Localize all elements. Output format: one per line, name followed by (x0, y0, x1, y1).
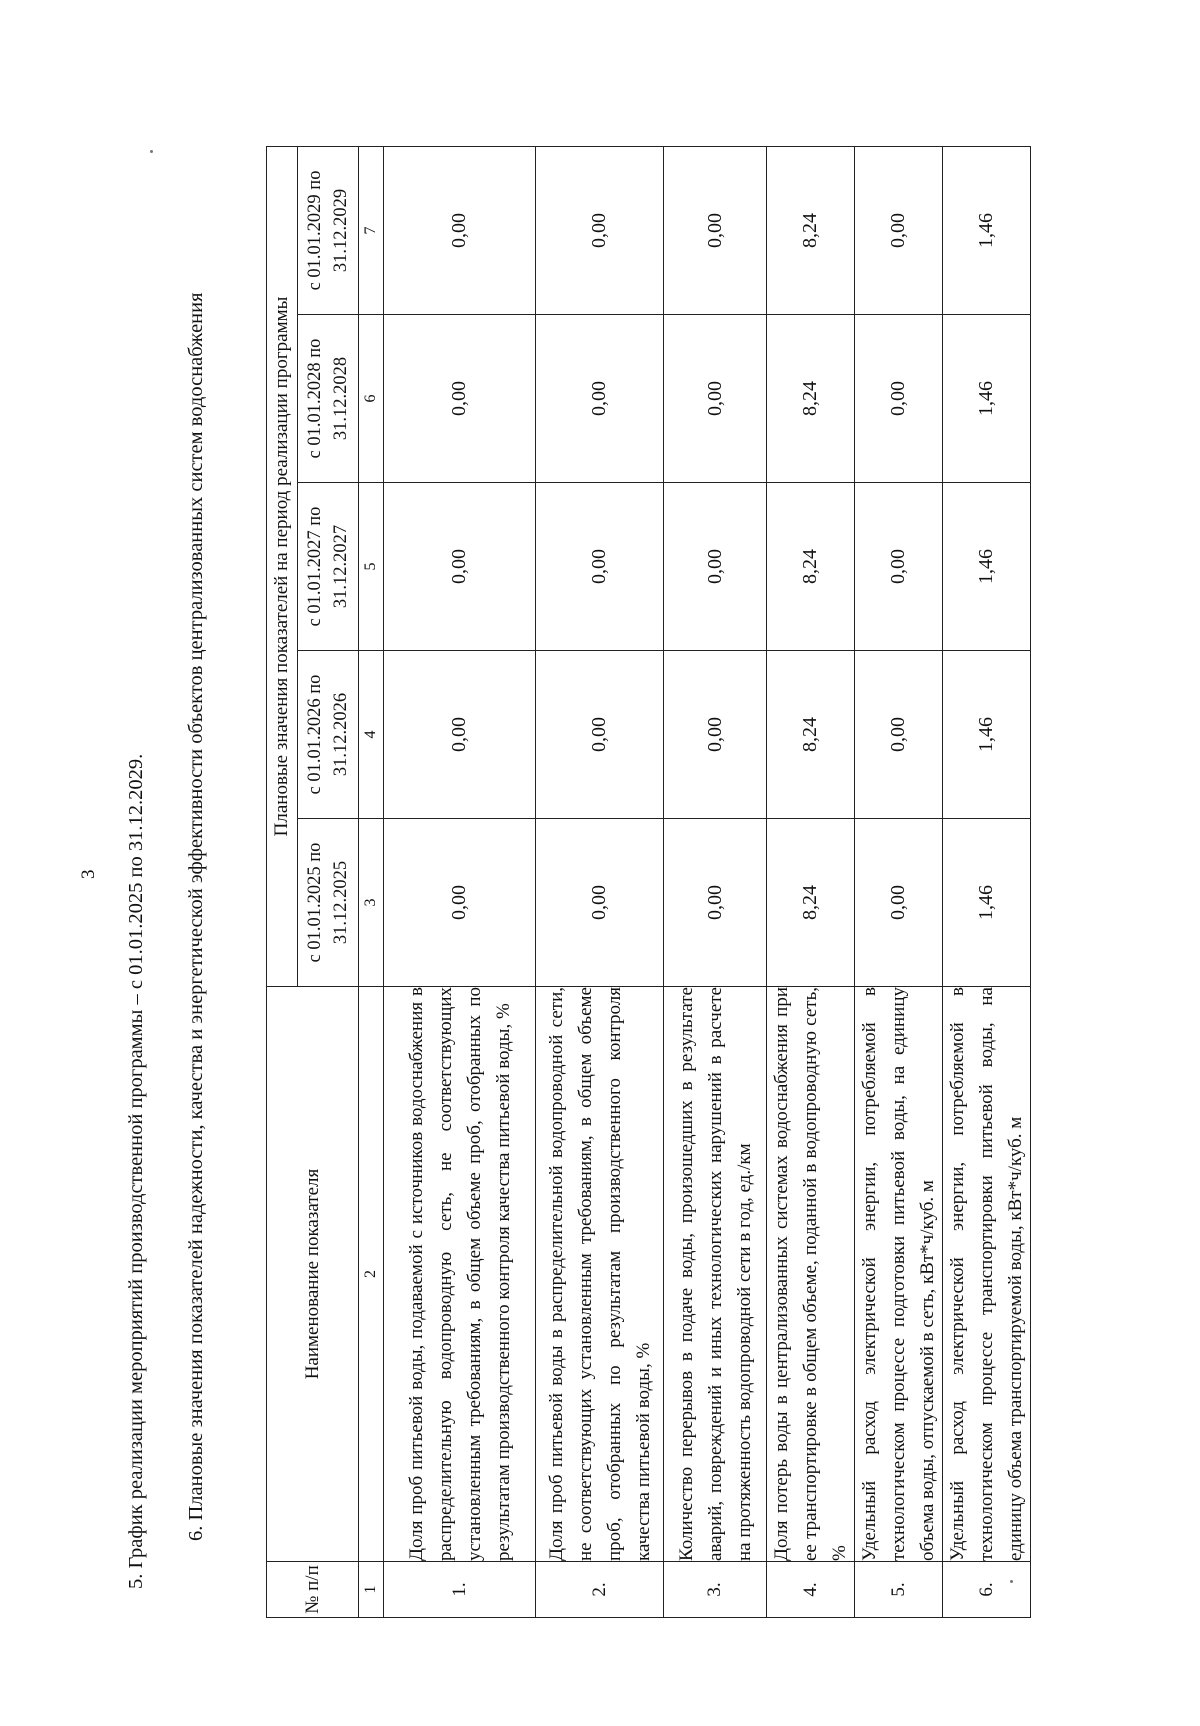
indicator-value: 0,00 (536, 819, 664, 987)
table-row (943, 146, 1031, 1617)
column-number: 5 (359, 483, 384, 651)
indicator-value: 1,46 (943, 483, 1031, 651)
indicator-value: 0,00 (664, 315, 767, 483)
indicator-name: Доля проб питьевой воды, подаваемой с источников водоснабжения в распределительную водопроводную сеть, не соответствующих установленным требованиям, в общем объеме проб, отобранных по результатам производственного контроля качества питьевой воды, % (384, 987, 536, 1562)
indicator-value: 8,24 (767, 146, 855, 314)
indicator-value: 8,24 (767, 315, 855, 483)
row-number: 1. (384, 1562, 536, 1618)
indicator-value: 1,46 (943, 819, 1031, 987)
indicator-name: Количество перерывов в подаче воды, произошедших в результате аварий, повреждений и иных технологических нарушений в расчете на протяженность водопроводной сети в год, ед./км (664, 987, 767, 1562)
indicator-value: 0,00 (536, 146, 664, 314)
indicator-value: 0,00 (536, 315, 664, 483)
scan-speck (1010, 1580, 1013, 1583)
indicator-name: Доля потерь воды в централизованных системах водоснабжения при ее транспортировке в общем объеме, поданной в водопроводную сеть, % (767, 987, 855, 1562)
row-number: 2. (536, 1562, 664, 1618)
table-row (855, 146, 943, 1617)
column-number: 2 (359, 987, 384, 1562)
table-row (767, 146, 855, 1617)
section-5-heading: 5. График реализации мероприятий производственной программы – с 01.01.2025 по 31.12.2029. (125, 753, 147, 1589)
scan-speck (150, 150, 153, 153)
indicator-value: 1,46 (943, 651, 1031, 819)
column-number: 3 (359, 819, 384, 987)
header-period: с 01.01.2028 по 31.12.2028 (298, 315, 359, 483)
indicator-value: 0,00 (855, 819, 943, 987)
indicator-value: 8,24 (767, 651, 855, 819)
header-period: с 01.01.2027 по 31.12.2027 (298, 483, 359, 651)
row-number: 3. (664, 1562, 767, 1618)
header-period: с 01.01.2025 по 31.12.2025 (298, 819, 359, 987)
indicator-value: 1,46 (943, 315, 1031, 483)
table-row (664, 146, 767, 1617)
indicator-value: 0,00 (384, 819, 536, 987)
indicator-value: 0,00 (664, 819, 767, 987)
indicator-value: 0,00 (384, 315, 536, 483)
indicator-value: 0,00 (855, 146, 943, 314)
indicator-value: 0,00 (664, 483, 767, 651)
header-period: с 01.01.2029 по 31.12.2029 (298, 146, 359, 314)
header-num: № п/п (267, 1562, 359, 1618)
header-name: Наименование показателя (267, 987, 359, 1562)
indicator-value: 0,00 (664, 146, 767, 314)
indicator-value: 8,24 (767, 483, 855, 651)
table-row (384, 146, 536, 1617)
column-number: 6 (359, 315, 384, 483)
indicator-value: 0,00 (855, 315, 943, 483)
indicator-name: Удельный расход электрической энергии, потребляемой в технологическом процессе подготовки питьевой воды, на единицу объема воды, отпускаемой в сеть, кВт*ч/куб. м (855, 987, 943, 1562)
column-number: 4 (359, 651, 384, 819)
header-period: с 01.01.2026 по 31.12.2026 (298, 651, 359, 819)
indicator-value: 0,00 (384, 483, 536, 651)
column-number: 1 (359, 1562, 384, 1618)
row-number: 4. (767, 1562, 855, 1618)
indicator-value: 0,00 (855, 483, 943, 651)
indicator-name: Доля проб питьевой воды в распределительной водопроводной сети, не соответствующих установленным требованиям, в общем объеме проб, отобранных по результатам производственного контроля качества питьевой воды, % (536, 987, 664, 1562)
indicator-name: Удельный расход электрической энергии, потребляемой в технологическом процессе транспортировки питьевой воды, на единицу объема транспортируемой воды, кВт*ч/куб. м (943, 987, 1031, 1562)
row-number: 5. (855, 1562, 943, 1618)
column-number: 7 (359, 146, 384, 314)
indicator-value: 1,46 (943, 146, 1031, 314)
header-period-group: Плановые значения показателей на период реализации программы (267, 146, 298, 986)
section-6-heading: 6. Плановые значения показателей надежности, качества и энергетической эффективности объектов централизованных систем водоснабжения (185, 292, 207, 1541)
row-number: 6. (943, 1562, 1031, 1618)
indicator-value: 0,00 (664, 651, 767, 819)
indicator-value: 0,00 (536, 651, 664, 819)
page-number: 3 (78, 869, 99, 879)
indicator-value: 0,00 (855, 651, 943, 819)
indicator-value: 8,24 (767, 819, 855, 987)
indicator-value: 0,00 (384, 651, 536, 819)
indicator-value: 0,00 (384, 146, 536, 314)
table-row (536, 146, 664, 1617)
indicator-value: 0,00 (536, 483, 664, 651)
indicators-table (266, 146, 1031, 1618)
